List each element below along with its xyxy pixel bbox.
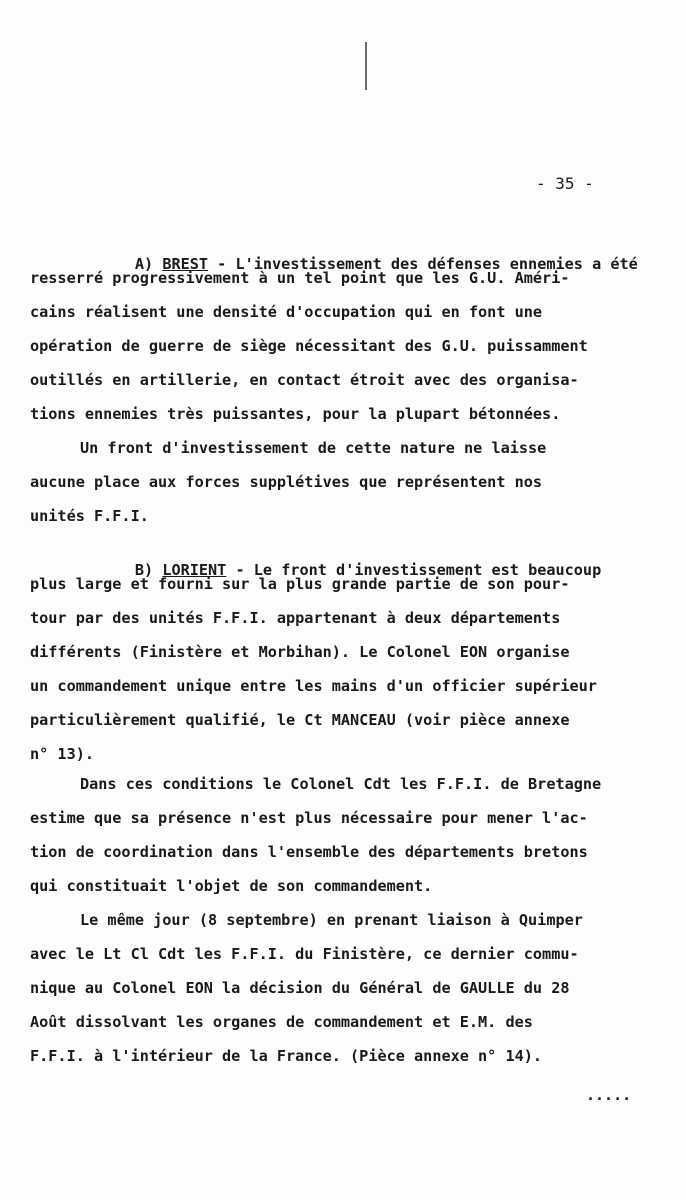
text-line: tour par des unités F.F.I. appartenant à deux départements bbox=[30, 609, 561, 627]
text-line: Août dissolvant les organes de commandement et E.M. des bbox=[30, 1013, 533, 1031]
text-line: A) BREST - L'investissement des défenses ennemies a été bbox=[134, 255, 638, 273]
page-number: - 35 - bbox=[536, 174, 594, 193]
text-line: B) LORIENT - Le front d'investissement est beaucoup bbox=[134, 561, 602, 579]
text-line: F.F.I. à l'intérieur de la France. (Pièce annexe n° 14). bbox=[30, 1047, 543, 1065]
text-line: estime que sa présence n'est plus nécessaire pour mener l'ac- bbox=[30, 809, 588, 827]
text-line: tions ennemies très puissantes, pour la plupart bétonnées. bbox=[30, 405, 561, 423]
heading-brest: BREST bbox=[162, 255, 209, 273]
text-line: aucune place aux forces supplétives que représentent nos bbox=[30, 473, 543, 491]
text-line: un commandement unique entre les mains d'un officier supérieur bbox=[30, 677, 597, 695]
text-line: outillés en artillerie, en contact étroit avec des organisa- bbox=[30, 371, 579, 389]
text-line: qui constituait l'objet de son commandement. bbox=[30, 877, 433, 895]
text-line: tion de coordination dans l'ensemble des départements bretons bbox=[30, 843, 588, 861]
text-line: différents (Finistère et Morbihan). Le Colonel EON organise bbox=[30, 643, 570, 661]
continuation-dots: ..... bbox=[586, 1086, 632, 1104]
text-line: particulièrement qualifié, le Ct MANCEAU (voir pièce annexe bbox=[30, 711, 570, 729]
text-line: avec le Lt Cl Cdt les F.F.I. du Finistère, ce dernier commu- bbox=[30, 945, 579, 963]
text-line: nique au Colonel EON la décision du Général de GAULLE du 28 bbox=[30, 979, 570, 997]
text-line: plus large et fourni sur la plus grande partie de son pour- bbox=[30, 575, 570, 593]
text-line: unités F.F.I. bbox=[30, 507, 149, 525]
text-line: Le même jour (8 septembre) en prenant liaison à Quimper bbox=[80, 911, 583, 929]
text-line: Un front d'investissement de cette nature ne laisse bbox=[80, 439, 547, 457]
fold-mark bbox=[365, 42, 367, 90]
text-line: cains réalisent une densité d'occupation qui en font une bbox=[30, 303, 543, 321]
text-line: resserré progressivement à un tel point que les G.U. Améri- bbox=[30, 269, 570, 287]
text-line: n° 13). bbox=[30, 745, 95, 763]
text-line: Dans ces conditions le Colonel Cdt les F.F.I. de Bretagne bbox=[80, 775, 602, 793]
heading-lorient: LORIENT bbox=[162, 561, 227, 579]
text-line: opération de guerre de siège nécessitant des G.U. puissamment bbox=[30, 337, 588, 355]
